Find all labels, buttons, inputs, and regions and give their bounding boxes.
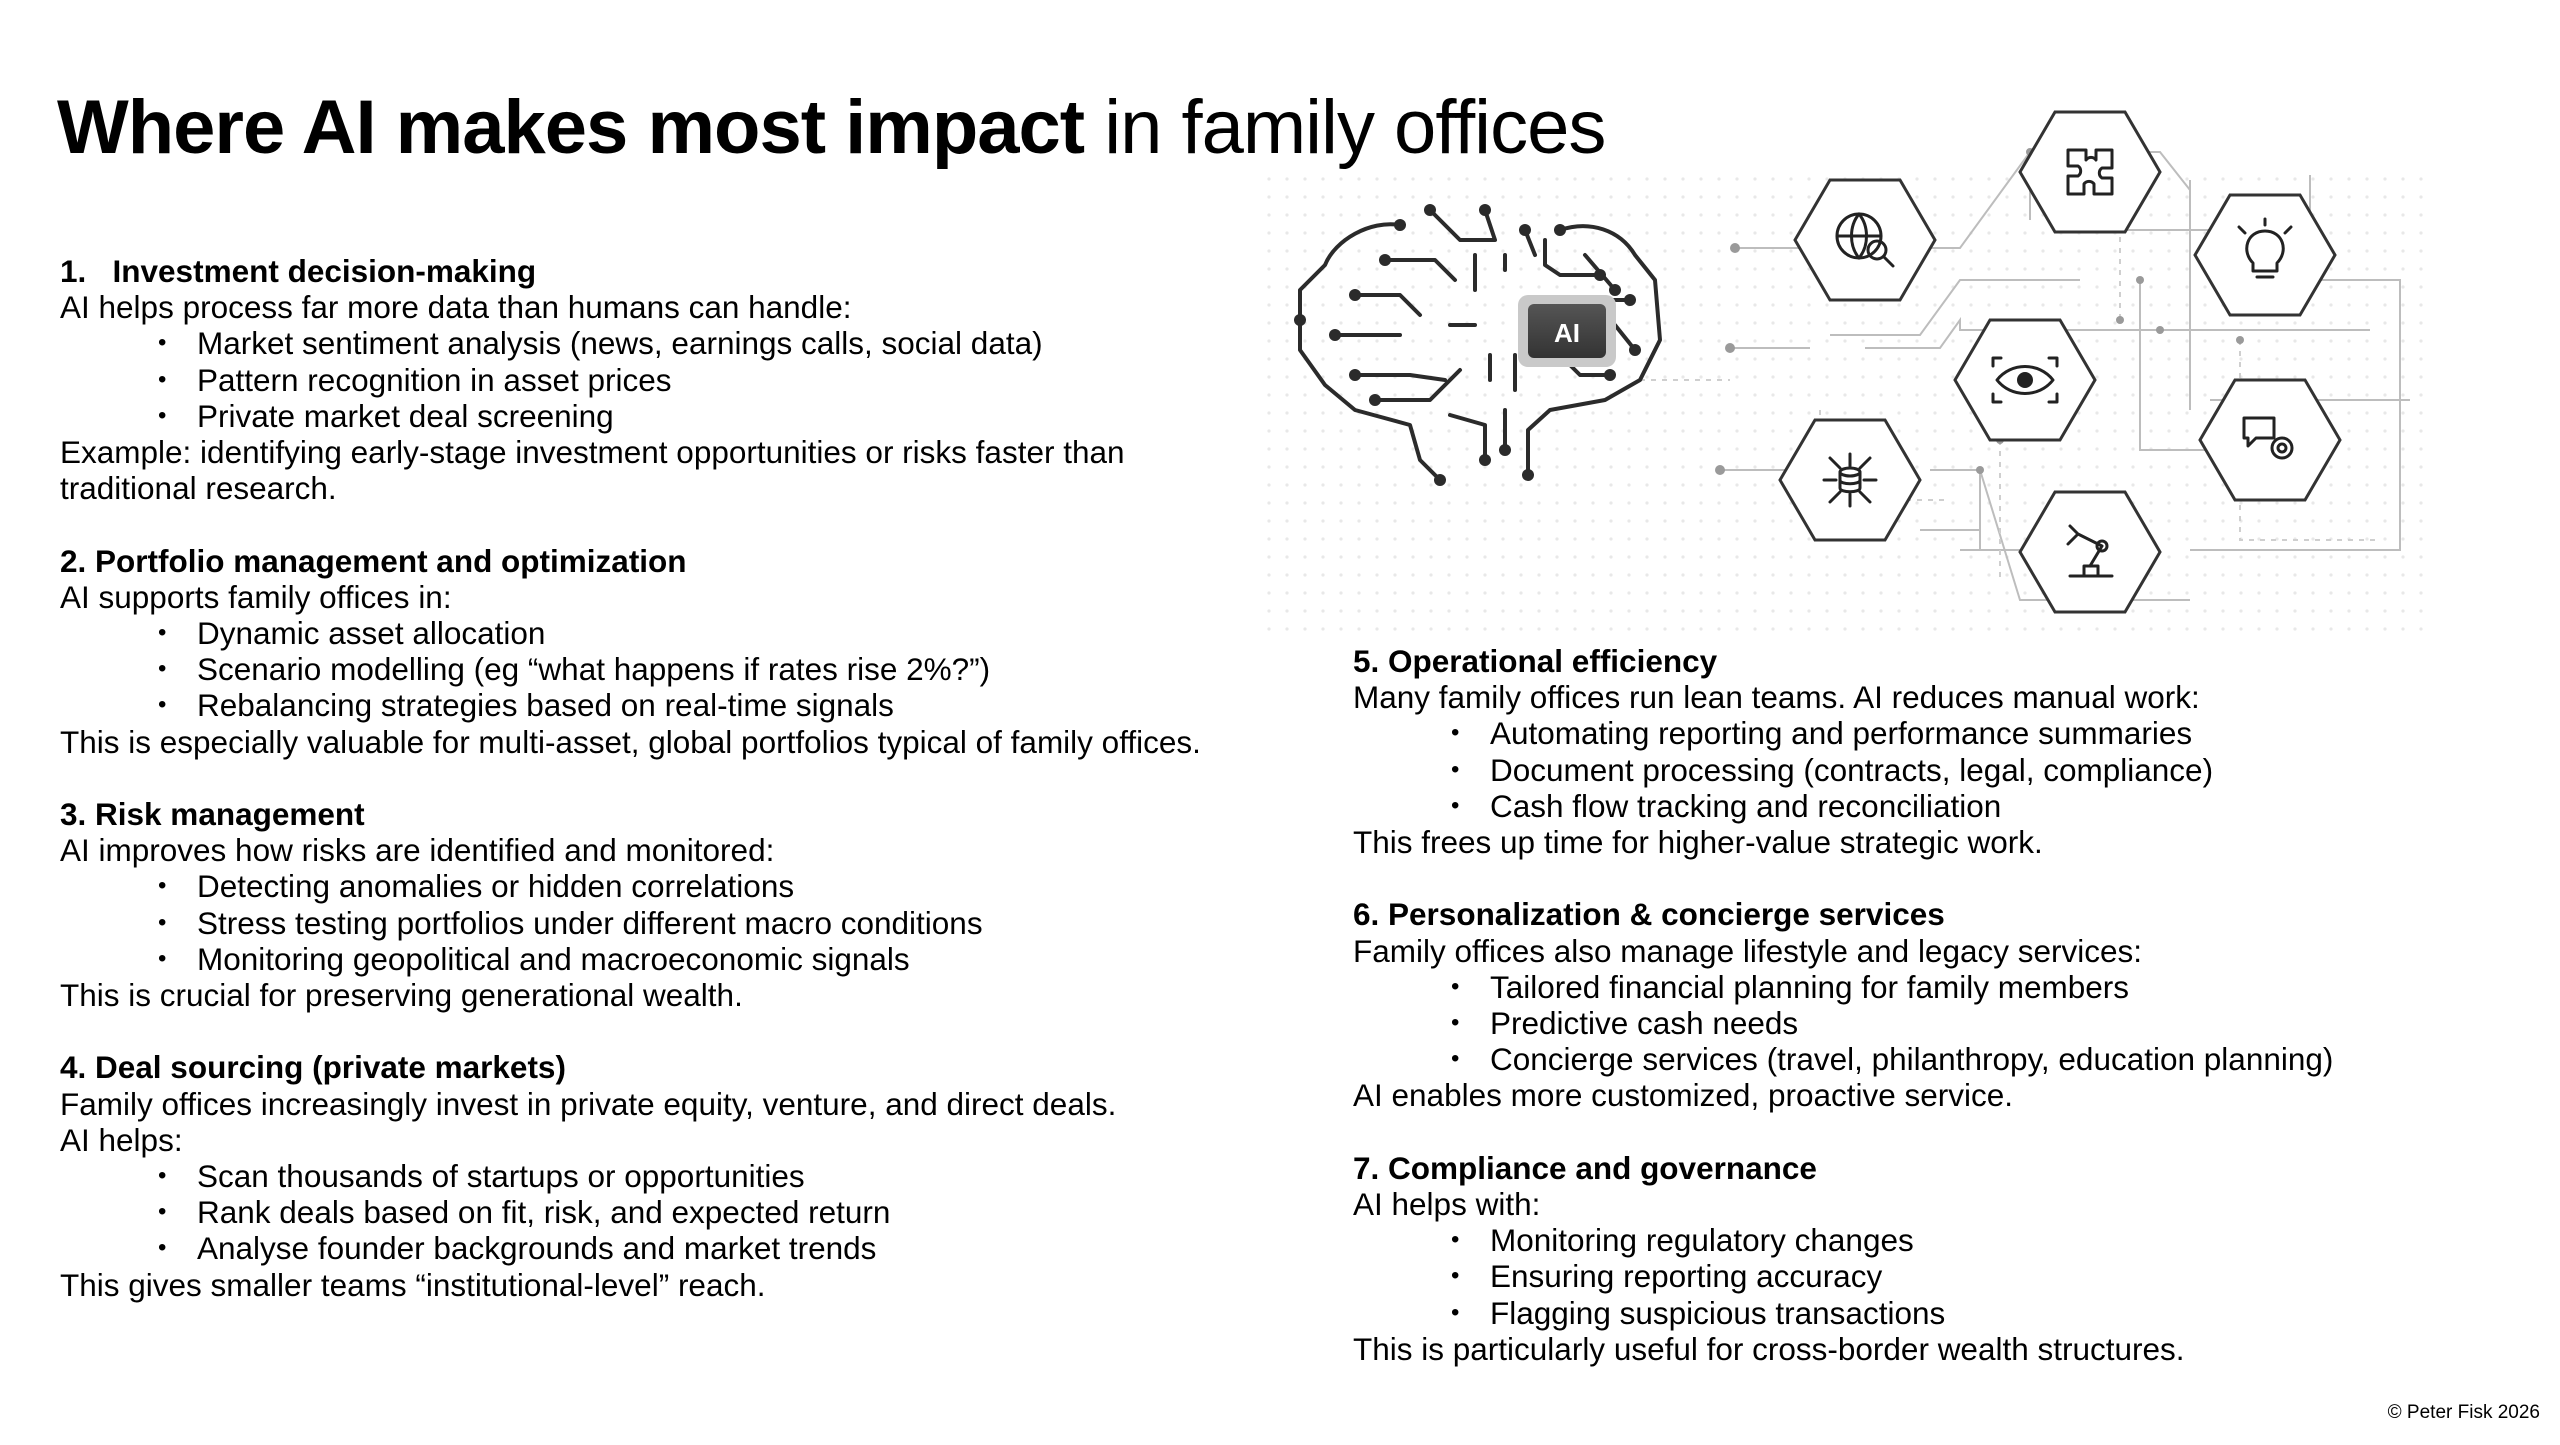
bullet-item [60, 615, 1260, 651]
copyright-notice: © Peter Fisk 2026 [2387, 1402, 2540, 1423]
bullet-text: Rebalancing strategies based on real-time signals [197, 687, 894, 724]
bullet-list [1353, 969, 2493, 1078]
bullet-text: Ensuring reporting accuracy [1490, 1258, 1883, 1295]
bullet-item [1353, 1005, 2493, 1041]
bullet-text: Detecting anomalies or hidden correlations [197, 868, 795, 905]
bullet-item [1353, 969, 2493, 1005]
bullet-text: Stress testing portfolios under different macro conditions [197, 904, 983, 941]
bullet-dot-icon: • [158, 1234, 167, 1262]
section-intro: AI helps process far more data than humans can handle: [60, 289, 852, 326]
bullet-item [60, 1158, 1260, 1194]
section-outro: This is crucial for preserving generational wealth. [60, 977, 743, 1014]
section-heading: 6. Personalization & concierge services [1353, 896, 1945, 933]
bullet-dot-icon: • [158, 655, 167, 683]
bullet-list [60, 615, 1260, 724]
bullet-item [60, 651, 1260, 687]
right-column [1353, 643, 2493, 1403]
bullet-dot-icon: • [158, 872, 167, 900]
bullet-text: Concierge services (travel, philanthropy, education planning) [1490, 1041, 2334, 1078]
section-outro: traditional research. [60, 470, 337, 507]
section [60, 543, 1260, 760]
title-rest: in family offices [1084, 85, 1606, 170]
bullet-text: Predictive cash needs [1490, 1005, 1799, 1042]
bullet-item [1353, 1041, 2493, 1077]
bullet-item [60, 941, 1260, 977]
bullet-text: Document processing (contracts, legal, compliance) [1490, 751, 2214, 788]
bullet-text: Scenario modelling (eg “what happens if rates rise 2%?”) [197, 651, 991, 688]
bullet-text: Tailored financial planning for family members [1490, 968, 2130, 1005]
bullet-dot-icon: • [158, 1162, 167, 1190]
bullet-list [1353, 715, 2493, 824]
section-intro: Many family offices run lean teams. AI reduces manual work: [1353, 679, 2200, 716]
section-heading: 2. Portfolio management and optimization [60, 542, 687, 579]
bullet-dot-icon: • [1451, 755, 1460, 783]
bullet-item [1353, 788, 2493, 824]
bullet-item [60, 687, 1260, 723]
section-intro: Family offices also manage lifestyle and legacy services: [1353, 932, 2143, 969]
bullet-text: Analyse founder backgrounds and market trends [197, 1230, 877, 1267]
bullet-list [60, 868, 1260, 977]
bullet-list [1353, 1222, 2493, 1331]
section-heading: 3. Risk management [60, 796, 365, 833]
section-intro: AI helps with: [1353, 1186, 1541, 1223]
section-intro: AI helps: [60, 1121, 183, 1158]
bullet-dot-icon: • [1451, 791, 1460, 819]
bullet-dot-icon: • [1451, 1298, 1460, 1326]
section-intro: AI improves how risks are identified and monitored: [60, 832, 775, 869]
section [1353, 1150, 2493, 1367]
bullet-dot-icon: • [1451, 972, 1460, 1000]
bullet-dot-icon: • [158, 908, 167, 936]
bullet-text: Private market deal screening [197, 397, 614, 434]
bullet-text: Scan thousands of startups or opportunities [197, 1158, 805, 1195]
left-column [60, 253, 1260, 1339]
bullet-item [60, 362, 1260, 398]
section [60, 253, 1260, 506]
ai-chip-label: AI [1554, 318, 1580, 348]
bullet-dot-icon: • [1451, 1226, 1460, 1254]
bullet-dot-icon: • [1451, 1045, 1460, 1073]
section-heading: 1. Investment decision-making [60, 253, 537, 289]
bullet-item [1353, 715, 2493, 751]
bullet-item [1353, 1222, 2493, 1258]
ai-chip [1518, 295, 1616, 367]
bullet-dot-icon: • [158, 944, 167, 972]
bullet-dot-icon: • [158, 1198, 167, 1226]
bullet-item [60, 905, 1260, 941]
bullet-item [60, 398, 1260, 434]
section [1353, 896, 2493, 1113]
bullet-item [1353, 1258, 2493, 1294]
title-bold: Where AI makes most impact [57, 85, 1085, 170]
bullet-text: Dynamic asset allocation [197, 615, 546, 652]
bullet-text: Monitoring regulatory changes [1490, 1222, 1914, 1259]
bullet-text: Rank deals based on fit, risk, and expected return [197, 1194, 891, 1231]
bullet-text: Pattern recognition in asset prices [197, 361, 672, 398]
section-intro: AI supports family offices in: [60, 578, 452, 615]
section-outro: AI enables more customized, proactive service. [1353, 1077, 2014, 1114]
bullet-item [60, 1230, 1260, 1266]
section [60, 796, 1260, 1013]
section [1353, 643, 2493, 860]
bullet-dot-icon: • [1451, 1009, 1460, 1037]
bullet-text: Cash flow tracking and reconciliation [1490, 787, 2002, 824]
bullet-dot-icon: • [1451, 1262, 1460, 1290]
bullet-list [60, 325, 1260, 434]
bullet-dot-icon: • [158, 691, 167, 719]
ai-brain-network-illustration [1260, 80, 2425, 640]
section-outro: Example: identifying early-stage investment opportunities or risks faster than [60, 434, 1125, 471]
bullet-text: Market sentiment analysis (news, earnings calls, social data) [197, 325, 1043, 362]
bullet-list [60, 1158, 1260, 1267]
bullet-text: Monitoring geopolitical and macroeconomic signals [197, 940, 910, 977]
bullet-dot-icon: • [158, 365, 167, 393]
bullet-item [60, 325, 1260, 361]
section-intro: Family offices increasingly invest in private equity, venture, and direct deals. [60, 1085, 1117, 1122]
section-outro: This is especially valuable for multi-asset, global portfolios typical of family offices. [60, 723, 1201, 760]
bullet-item [60, 1194, 1260, 1230]
section [60, 1049, 1260, 1302]
bullet-item [1353, 1295, 2493, 1331]
section-heading: 5. Operational efficiency [1353, 643, 1718, 679]
section-outro: This is particularly useful for cross-border wealth structures. [1353, 1330, 2185, 1367]
bullet-dot-icon: • [158, 329, 167, 357]
section-outro: This frees up time for higher-value strategic work. [1353, 824, 2043, 861]
bullet-item [1353, 752, 2493, 788]
bullet-dot-icon: • [1451, 719, 1460, 747]
section-heading: 4. Deal sourcing (private markets) [60, 1049, 566, 1086]
section-heading: 7. Compliance and governance [1353, 1149, 1817, 1186]
bullet-item [60, 868, 1260, 904]
section-outro: This gives smaller teams “institutional-level” reach. [60, 1266, 766, 1303]
bullet-text: Automating reporting and performance summaries [1490, 715, 2193, 752]
bullet-text: Flagging suspicious transactions [1490, 1294, 1946, 1331]
bullet-dot-icon: • [158, 401, 167, 429]
bullet-dot-icon: • [158, 619, 167, 647]
